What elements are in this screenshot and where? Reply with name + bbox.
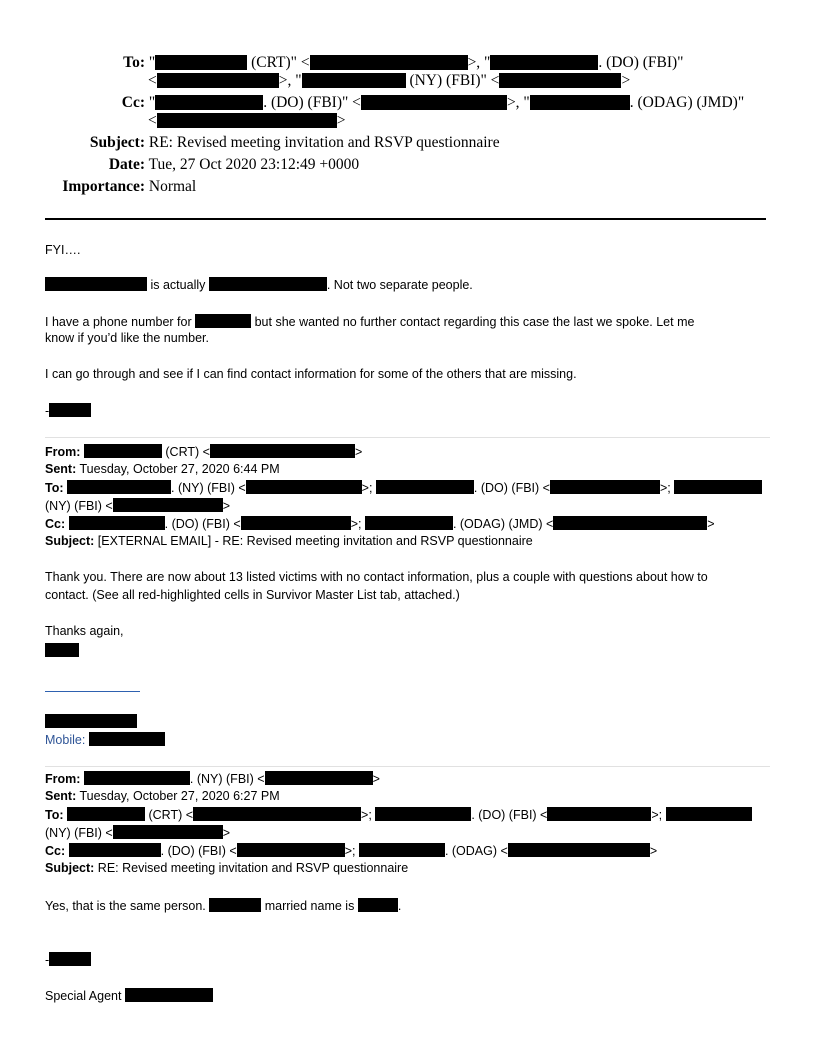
header-text: (NY) (FBI) < <box>45 499 113 513</box>
subject-text: RE: Revised meeting invitation and RSVP questionnaire <box>97 861 409 875</box>
header-text: . (NY) (FBI) < <box>189 772 265 786</box>
cc-row-2 <box>148 112 346 130</box>
cc-row <box>45 94 744 112</box>
to-row <box>45 480 762 495</box>
cc-label: Cc: <box>121 94 145 111</box>
redaction <box>358 898 398 912</box>
header-text: . (ODAG) (JMD) < <box>452 517 554 531</box>
redaction <box>84 444 162 458</box>
header-text: >; <box>651 808 663 822</box>
subject-row <box>45 134 500 152</box>
body-line: Thank you. There are now about 13 listed victims with no contact information, plus a couple with questions about how to <box>45 570 708 584</box>
header-text: . (DO) (FBI) < <box>164 517 241 531</box>
header-text: >; <box>344 844 356 858</box>
to-label: To: <box>45 808 64 822</box>
to-text: " <box>148 54 156 71</box>
redaction <box>155 55 247 70</box>
date-label: Date: <box>108 156 145 173</box>
header-text: > <box>372 772 380 786</box>
redaction <box>265 771 373 785</box>
redaction <box>45 277 147 291</box>
redaction <box>113 825 223 839</box>
redaction <box>89 732 165 746</box>
signature-separator <box>45 691 140 692</box>
cc-text: < <box>148 112 157 129</box>
redaction <box>246 480 362 494</box>
body-text: is actually <box>150 278 206 292</box>
cc-text: > <box>336 112 346 129</box>
body-line <box>45 898 401 913</box>
redaction <box>69 516 165 530</box>
redaction <box>499 73 621 88</box>
header-text: >; <box>361 808 372 822</box>
header-text: . (ODAG) < <box>444 844 508 858</box>
redaction <box>310 55 468 70</box>
header-text: > <box>649 844 658 858</box>
body-text: Yes, that is the same person. <box>45 899 206 913</box>
redaction <box>210 444 355 458</box>
from-row <box>45 771 380 786</box>
redaction <box>195 314 251 328</box>
signature-name <box>45 714 137 729</box>
header-text: . (DO) (FBI) < <box>160 844 237 858</box>
redaction <box>45 714 137 728</box>
redaction <box>550 480 660 494</box>
body-line <box>45 277 473 292</box>
redaction <box>553 516 707 530</box>
header-text: (CRT) < <box>165 445 210 459</box>
to-text: >, " <box>467 54 491 71</box>
body-line: know if you’d like the number. <box>45 331 209 345</box>
signature-title <box>45 988 213 1003</box>
body-line: FYI…. <box>45 243 81 257</box>
date-row <box>45 156 359 174</box>
header-text: > <box>707 517 715 531</box>
subject-label: Subject: <box>45 534 95 548</box>
body-text: . Not two separate people. <box>326 278 473 292</box>
redaction <box>45 643 79 657</box>
cc-text: . (DO) (FBI)" < <box>263 94 361 111</box>
sent-label: Sent: <box>45 462 77 476</box>
redaction <box>359 843 445 857</box>
cc-text: " <box>148 94 156 111</box>
subject-label: Subject: <box>45 861 95 875</box>
redaction <box>237 843 345 857</box>
cc-text: . (ODAG) (JMD)" <box>629 94 745 111</box>
signature <box>45 952 91 967</box>
body-line <box>45 314 694 329</box>
body-line: contact. (See all red-highlighted cells in Survivor Master List tab, attached.) <box>45 588 460 602</box>
header-text: > <box>354 445 363 459</box>
body-text: I have a phone number for <box>45 315 192 329</box>
title-text: Special Agent <box>45 989 122 1003</box>
header-text: > <box>222 499 231 513</box>
redaction <box>209 277 327 291</box>
redaction <box>375 807 471 821</box>
signature <box>45 403 91 418</box>
body-text: - <box>45 404 50 418</box>
redaction <box>547 807 651 821</box>
redaction <box>49 952 91 966</box>
header-divider <box>45 218 766 220</box>
redaction <box>490 55 598 70</box>
body-line: Thanks again, <box>45 624 124 638</box>
subject-row <box>45 861 408 875</box>
message-divider <box>45 437 770 438</box>
sent-text: Tuesday, October 27, 2020 6:27 PM <box>79 789 280 803</box>
redaction <box>209 898 261 912</box>
to-row-2 <box>148 72 630 90</box>
to-label: To: <box>123 54 145 71</box>
redaction <box>84 771 190 785</box>
header-text: >; <box>361 481 373 495</box>
to-label: To: <box>45 481 64 495</box>
body-text: . <box>397 899 402 913</box>
body-line: I can go through and see if I can find contact information for some of the others that are missing. <box>45 367 577 381</box>
body-text: married name is <box>264 899 355 913</box>
redaction <box>530 95 630 110</box>
header-text: . (DO) (FBI) < <box>471 808 548 822</box>
importance-text: Normal <box>148 178 197 195</box>
redaction <box>666 807 752 821</box>
cc-row <box>45 516 715 531</box>
to-text: > <box>621 72 631 89</box>
redaction <box>67 480 171 494</box>
subject-text: RE: Revised meeting invitation and RSVP questionnaire <box>148 134 500 151</box>
to-text: >, " <box>278 72 302 89</box>
header-text: . (DO) (FBI) < <box>473 481 550 495</box>
redaction <box>361 95 507 110</box>
sent-row <box>45 462 280 476</box>
redaction <box>302 73 406 88</box>
to-row <box>45 807 752 822</box>
importance-label: Importance: <box>62 178 145 195</box>
redaction <box>113 498 223 512</box>
sent-row <box>45 789 280 803</box>
message-divider <box>45 766 770 767</box>
redaction <box>125 988 213 1002</box>
redaction <box>241 516 351 530</box>
header-text: > <box>222 826 231 840</box>
to-row-2 <box>45 825 230 840</box>
to-text: (NY) (FBI)" < <box>409 72 500 89</box>
from-label: From: <box>45 772 81 786</box>
header-text: (NY) (FBI) < <box>45 826 113 840</box>
header-text: >; <box>659 481 671 495</box>
redaction <box>365 516 453 530</box>
sent-label: Sent: <box>45 789 77 803</box>
mobile-label: Mobile: <box>45 733 86 747</box>
mobile-row <box>45 732 165 747</box>
to-text: < <box>148 72 157 89</box>
to-text: . (DO) (FBI)" <box>598 54 684 71</box>
subject-label: Subject: <box>89 134 145 151</box>
subject-row <box>45 534 533 548</box>
redaction <box>376 480 474 494</box>
header-text: (CRT) < <box>148 808 194 822</box>
redaction <box>674 480 762 494</box>
to-text: (CRT)" < <box>251 54 310 71</box>
sent-text: Tuesday, October 27, 2020 6:44 PM <box>79 462 280 476</box>
cc-label: Cc: <box>45 844 66 858</box>
body-text: - <box>45 953 50 967</box>
redaction <box>69 843 161 857</box>
to-row <box>45 54 684 72</box>
body-text: but she wanted no further contact regarding this case the last we spoke. Let me <box>254 315 695 329</box>
importance-row <box>45 178 196 196</box>
from-row <box>45 444 362 459</box>
redaction <box>155 95 263 110</box>
from-label: From: <box>45 445 81 459</box>
redaction <box>157 73 279 88</box>
signature <box>45 643 79 658</box>
cc-text: >, " <box>506 94 530 111</box>
redaction <box>508 843 650 857</box>
redaction <box>49 403 91 417</box>
header-text: >; <box>350 517 362 531</box>
redaction <box>193 807 361 821</box>
date-text: Tue, 27 Oct 2020 23:12:49 +0000 <box>148 156 360 173</box>
to-row-2 <box>45 498 230 513</box>
header-text: . (NY) (FBI) < <box>171 481 246 495</box>
cc-label: Cc: <box>45 517 66 531</box>
cc-row <box>45 843 657 858</box>
redaction <box>67 807 145 821</box>
redaction <box>157 113 337 128</box>
subject-text: [EXTERNAL EMAIL] - RE: Revised meeting invitation and RSVP questionnaire <box>97 534 533 548</box>
